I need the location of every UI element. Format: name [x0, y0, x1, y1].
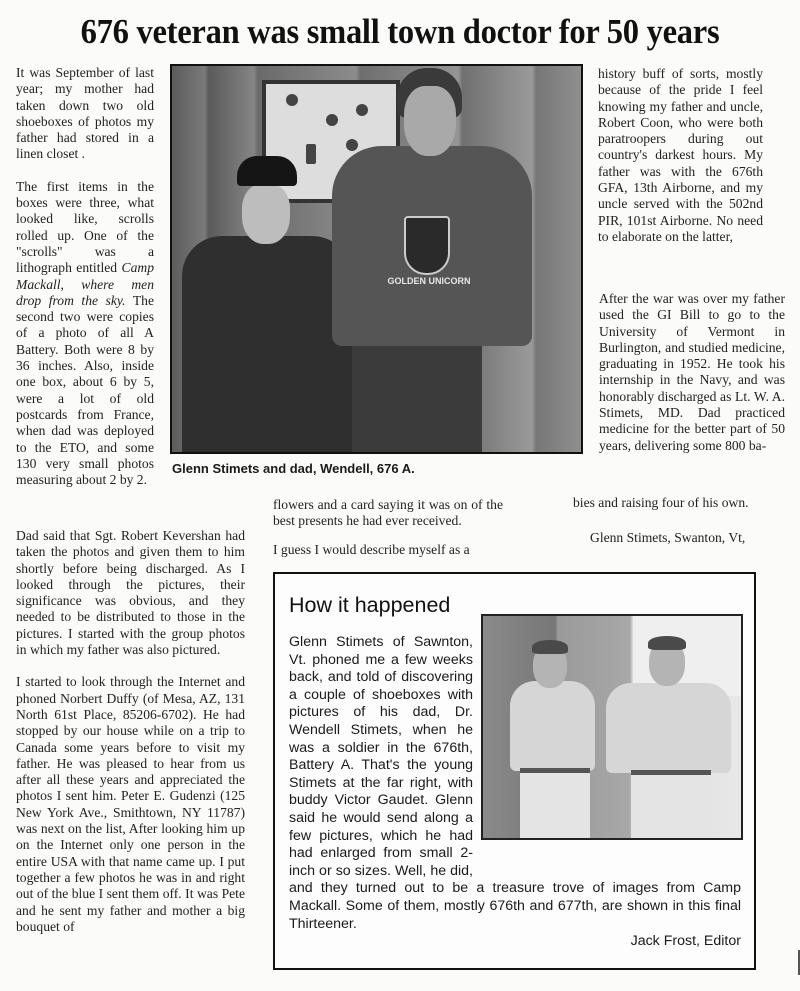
- article-paragraph: flowers and a card saying it was on of the best presents he had ever received.: [273, 497, 503, 529]
- article-paragraph: It was September of last year; my mother had taken down two old shoeboxes of photos my father had stored in a linen closet .: [16, 65, 154, 162]
- author-signature: Glenn Stimets, Swanton, Vt,: [590, 530, 746, 545]
- article-paragraph: After the war was over my father used the GI Bill to go to the University of Vermont in Burlington, and studied medicine, graduating in 1952. He took his internship in the Navy, and was honorably discharged as Lt. W. A. Stimets, MD. Dad practiced medicine for the better part of 50 years, delivering some 800 ba-: [599, 291, 785, 453]
- article-last-line: bies and raising four of his own.: [573, 495, 749, 510]
- text-run: The second two were copies of a photo of all A Battery. Both were 8 by 36 inches. Also, inside one box, about 6 by 5, were a lot of old postcards from France, when dad was deployed to the ETO, and some 130 very small photos measuring about 2 by 2.: [16, 292, 154, 488]
- article-column-2: [16, 528, 245, 935]
- unicorn-emblem-icon: [404, 216, 450, 275]
- lithograph-title: Camp Mackall, where men drop from the sky.: [16, 260, 154, 308]
- article-paragraph: [16, 179, 154, 489]
- article-paragraph: I guess I would describe myself as a: [273, 541, 470, 557]
- sidebar-box: [273, 572, 756, 970]
- photo-stimets-and-gaudet: [481, 614, 743, 840]
- editor-signature: Jack Frost, Editor: [630, 933, 741, 950]
- photo-person-wendell: [182, 156, 357, 454]
- text-run: The first items in the boxes were three, what looked like, scrolls rolled up. One of the "scrolls" was a lithograph entitled: [16, 178, 154, 276]
- article-column-1: [16, 65, 154, 488]
- photo-glenn-and-wendell: [170, 64, 583, 454]
- article-column-4: [598, 66, 763, 245]
- sidebar-title: How it happened: [289, 593, 451, 617]
- article-column-3: [273, 497, 503, 558]
- article-paragraph: I started to look through the Internet and phoned Norbert Duffy (of Mesa, AZ, 131 North 61st Place, 85206-6702). He had stopped by our house while on a trip to Canada some years before to visit my father. He was pleased to hear from us after all these years and appreciated the photos I sent him. Peter E. Gudenzi (125 New York Ave., Smithtown, NY 11787) was next on the list, After looking him up on the Internet only one person in the entire USA with that name came up. I put together a few photos he was in and right out of the blue I sent them off. It was Pete and he sent my father and mother a big bouquet of: [16, 674, 245, 934]
- article-column-4b: [599, 291, 785, 454]
- photo-person-stimets: [601, 628, 736, 840]
- photo-person-glenn: [332, 66, 542, 454]
- article-paragraph: history buff of sorts, mostly because of the pride I feel knowing my father and uncle, Robert Coon, who were both paratroopers during out country's darkest hours. My father was with the 676th GFA, 13th Airborne, and my uncle served with the 502nd PIR, 101st Airborne. No need to elaborate on the latter,: [598, 66, 763, 244]
- shirt-text: GOLDEN UNICORN: [387, 276, 471, 286]
- sidebar-paragraph: Glenn Stimets of Sawnton, Vt. phoned me a few weeks back, and told of discovering a couple of shoeboxes with pictures of his dad, Dr. Wendell Stimets, when he was a soldier in the 676th, Battery A. That's the young Stimets at the far right, with buddy Victor Gaudet. Glenn said he would send along a few pictures, which he had had enlarged from small 2-inch or so sizes. Well, he did, and they turned out to be a treasure trove of images from Camp Mackall. Some of them, mostly 676th and 677th, are shown in this final Thirteener.: [289, 634, 741, 932]
- photo-caption: Glenn Stimets and dad, Wendell, 676 A.: [172, 461, 415, 476]
- article-paragraph: Dad said that Sgt. Robert Kevershan had taken the photos and given them to him shortly before being discharged. As I looked through the pictures, their significance was obvious, and they needed to be distributed to those in the pictures. I started with the group photos in which my father was also pictured.: [16, 528, 245, 658]
- photo-person-gaudet: [505, 636, 600, 840]
- article-headline: 676 veteran was small town doctor for 50 years: [80, 12, 720, 51]
